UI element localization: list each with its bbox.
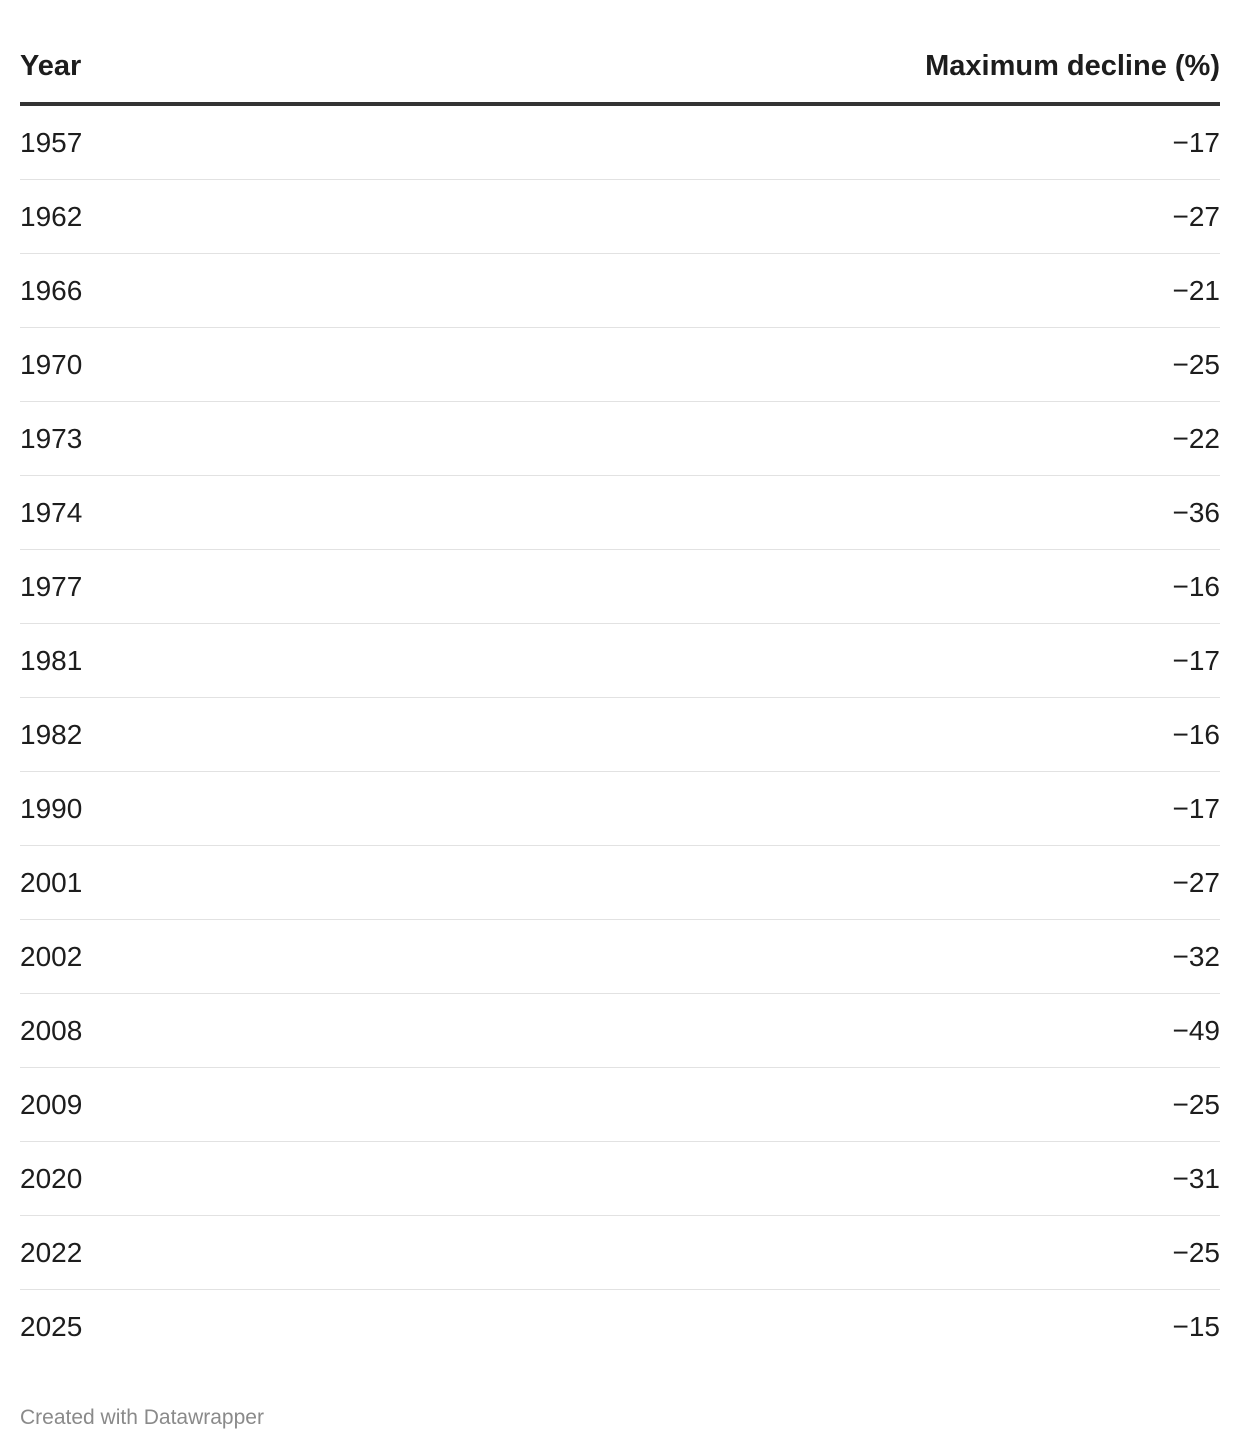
cell-year: 1974 [20, 496, 83, 528]
table-row [20, 328, 1220, 402]
cell-maximum-decline: −17 [1172, 126, 1220, 158]
cell-year: 2025 [20, 1311, 83, 1342]
cell-maximum-decline: −16 [1172, 570, 1220, 602]
cell-maximum-decline: −25 [1172, 348, 1220, 380]
cell-year: 2001 [20, 866, 83, 898]
credit-footer: Created with Datawrapper [20, 1406, 264, 1429]
table-row [20, 772, 1220, 846]
table-row [20, 1142, 1220, 1216]
table-body [20, 106, 1220, 1364]
cell-year: 1957 [20, 126, 83, 158]
table-row [20, 1216, 1220, 1290]
cell-year: 1990 [20, 792, 83, 824]
table-row [20, 476, 1220, 550]
cell-year: 1977 [20, 570, 83, 602]
table-row [20, 180, 1220, 254]
cell-year: 1982 [20, 718, 83, 750]
table-row [20, 402, 1220, 476]
cell-year: 2002 [20, 940, 83, 972]
cell-maximum-decline: −36 [1172, 496, 1220, 528]
cell-year: 2020 [20, 1162, 83, 1194]
cell-maximum-decline: −49 [1172, 1014, 1220, 1046]
cell-year: 1970 [20, 348, 83, 380]
column-header-year[interactable]: Year [20, 50, 82, 82]
cell-maximum-decline: −27 [1172, 200, 1220, 232]
cell-maximum-decline: −25 [1172, 1088, 1220, 1120]
table-row [20, 106, 1220, 180]
cell-year: 1962 [20, 200, 83, 232]
cell-maximum-decline: −21 [1172, 274, 1220, 306]
cell-year: 1981 [20, 644, 83, 676]
cell-maximum-decline: −16 [1172, 718, 1220, 750]
column-header-maximum-decline[interactable]: Maximum decline (%) [925, 50, 1220, 82]
cell-year: 2009 [20, 1088, 83, 1120]
cell-maximum-decline: −15 [1172, 1311, 1220, 1342]
table-row [20, 1068, 1220, 1142]
table-row [20, 846, 1220, 920]
cell-maximum-decline: −31 [1172, 1162, 1220, 1194]
data-table [20, 40, 1220, 1364]
cell-maximum-decline: −17 [1172, 644, 1220, 676]
table-row [20, 624, 1220, 698]
cell-year: 1966 [20, 274, 83, 306]
cell-year: 2008 [20, 1014, 83, 1046]
table-row [20, 994, 1220, 1068]
table-row [20, 1290, 1220, 1364]
cell-maximum-decline: −27 [1172, 866, 1220, 898]
table-row [20, 254, 1220, 328]
table-header [20, 40, 1220, 106]
table-row [20, 920, 1220, 994]
table-row [20, 698, 1220, 772]
cell-maximum-decline: −22 [1172, 422, 1220, 454]
cell-year: 2022 [20, 1236, 83, 1268]
cell-year: 1973 [20, 422, 83, 454]
table-row [20, 550, 1220, 624]
cell-maximum-decline: −17 [1172, 792, 1220, 824]
cell-maximum-decline: −25 [1172, 1236, 1220, 1268]
cell-maximum-decline: −32 [1172, 940, 1220, 972]
